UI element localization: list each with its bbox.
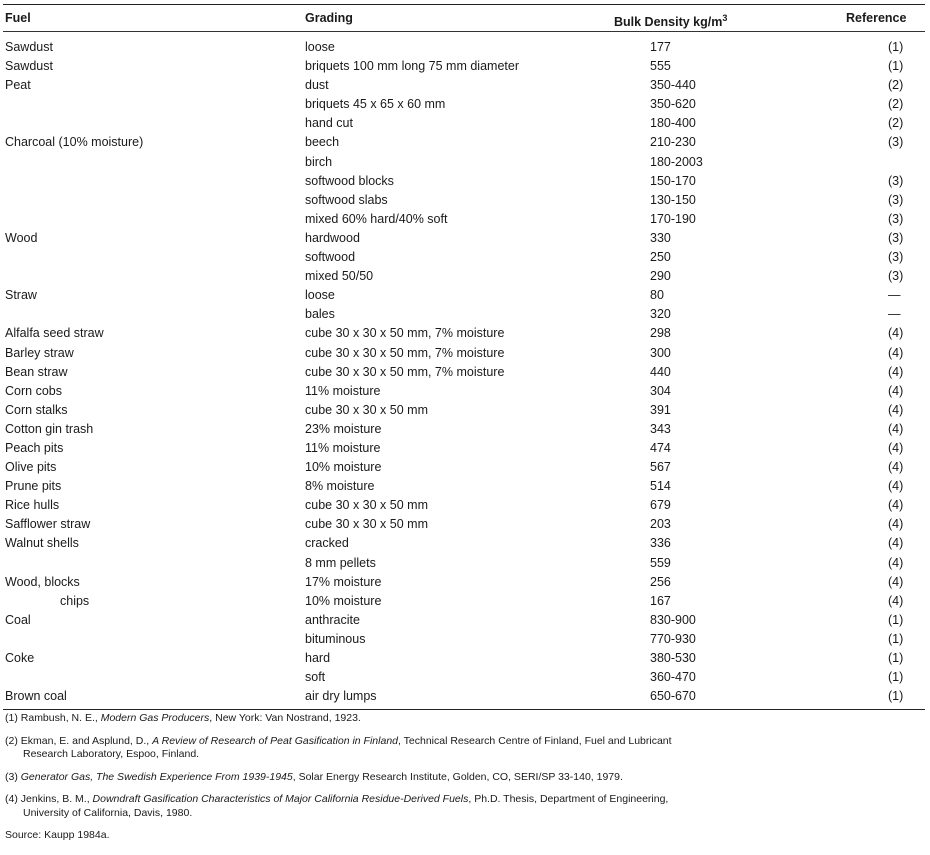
bulk-density-cell: 290 bbox=[650, 269, 671, 284]
grading-cell: 11% moisture bbox=[305, 383, 381, 398]
grading-cell: briquets 45 x 65 x 60 mm bbox=[305, 97, 446, 112]
fuel-cell: Coke bbox=[5, 651, 35, 665]
table-row bbox=[0, 57, 930, 76]
reference-cell: (3) bbox=[888, 230, 904, 245]
table-row bbox=[0, 382, 930, 401]
fuel-cell: Corn stalks bbox=[5, 402, 68, 417]
header-fuel: Fuel bbox=[5, 11, 31, 25]
bulk-density-cell: 474 bbox=[650, 440, 671, 455]
grading-cell: mixed 60% hard/40% soft bbox=[305, 211, 448, 226]
fuel-cell: Straw bbox=[5, 288, 37, 303]
bulk-density-cell: 440 bbox=[650, 364, 671, 379]
fuel-cell: Wood, blocks bbox=[5, 574, 80, 589]
bulk-density-cell: 300 bbox=[650, 345, 671, 360]
bulk-density-cell: 256 bbox=[650, 574, 671, 589]
fuel-cell: Peat bbox=[5, 78, 31, 93]
bulk-density-cell: 360-470 bbox=[650, 670, 696, 685]
fuel-cell: Peach pits bbox=[5, 440, 64, 455]
grading-cell: cube 30 x 30 x 50 mm bbox=[305, 402, 428, 417]
fuel-cell: Olive pits bbox=[5, 460, 57, 475]
reference-cell: (3) bbox=[888, 173, 904, 188]
bulk-density-cell: 350-440 bbox=[650, 78, 696, 93]
reference-cell: (1) bbox=[888, 59, 904, 74]
fuel-cell: Coal bbox=[5, 612, 31, 627]
bulk-density-cell: 350-620 bbox=[650, 97, 696, 112]
footnote-2 bbox=[5, 735, 923, 762]
fuel-cell: Barley straw bbox=[5, 345, 74, 360]
bulk-density-cell: 330 bbox=[650, 230, 671, 245]
reference-cell: (1) bbox=[888, 612, 904, 627]
grading-cell: anthracite bbox=[305, 612, 360, 627]
fuel-cell: Bean straw bbox=[5, 364, 68, 379]
bulk-density-cell: 555 bbox=[650, 59, 671, 74]
footnote-title: A Review of Research of Peat Gasification in Finland bbox=[152, 734, 398, 747]
grading-cell: cube 30 x 30 x 50 mm, 7% moisture bbox=[305, 364, 505, 379]
reference-cell: (1) bbox=[888, 631, 904, 646]
table-row bbox=[0, 515, 930, 534]
reference-cell: — bbox=[888, 288, 901, 303]
reference-cell: (2) bbox=[888, 78, 904, 93]
reference-cell: (4) bbox=[888, 536, 904, 551]
grading-cell: loose bbox=[305, 40, 335, 54]
grading-cell: soft bbox=[305, 670, 326, 685]
reference-cell: (4) bbox=[888, 517, 904, 532]
table-row bbox=[0, 267, 930, 286]
grading-cell: 10% moisture bbox=[305, 460, 382, 475]
reference-cell: (4) bbox=[888, 421, 904, 436]
table-row bbox=[0, 477, 930, 496]
header-bulk-density-label: Bulk Density kg/m bbox=[614, 15, 723, 30]
grading-cell: 10% moisture bbox=[305, 593, 382, 608]
reference-cell: (2) bbox=[888, 97, 904, 112]
table-row bbox=[0, 668, 930, 687]
footnote-1 bbox=[5, 712, 923, 726]
table-row bbox=[0, 172, 930, 191]
fuel-cell: Cotton gin trash bbox=[5, 421, 94, 436]
reference-cell: — bbox=[888, 307, 901, 322]
reference-cell: (4) bbox=[888, 383, 904, 398]
bulk-density-cell: 80 bbox=[650, 288, 664, 303]
table-row bbox=[0, 133, 930, 152]
fuel-cell: Brown coal bbox=[5, 689, 67, 704]
grading-cell: bales bbox=[305, 307, 335, 322]
reference-cell: (4) bbox=[888, 593, 904, 608]
fuel-cell: Prune pits bbox=[5, 479, 62, 494]
table-row bbox=[0, 439, 930, 458]
fuel-cell: chips bbox=[60, 593, 90, 608]
table-top-rule bbox=[3, 4, 925, 5]
fuel-cell: Walnut shells bbox=[5, 536, 79, 551]
table-row bbox=[0, 458, 930, 477]
grading-cell: briquets 100 mm long 75 mm diameter bbox=[305, 59, 519, 74]
bulk-density-cell: 514 bbox=[650, 479, 671, 494]
reference-cell: (4) bbox=[888, 498, 904, 513]
bulk-density-cell: 170-190 bbox=[650, 211, 696, 226]
table-row bbox=[0, 248, 930, 267]
grading-cell: air dry lumps bbox=[305, 689, 377, 704]
grading-cell: dust bbox=[305, 78, 329, 93]
bulk-density-cell: 130-150 bbox=[650, 192, 696, 207]
fuel-cell: Rice hulls bbox=[5, 498, 60, 513]
grading-cell: cracked bbox=[305, 536, 349, 551]
bulk-density-cell: 298 bbox=[650, 326, 671, 341]
table-row bbox=[0, 153, 930, 172]
table-row bbox=[0, 687, 930, 706]
footnote-number: (3) bbox=[5, 770, 18, 783]
fuel-cell: Safflower straw bbox=[5, 517, 91, 532]
table-row bbox=[0, 324, 930, 343]
bulk-density-cell: 559 bbox=[650, 555, 671, 570]
reference-cell: (4) bbox=[888, 460, 904, 475]
footnote-number: (1) bbox=[5, 712, 18, 724]
table-row bbox=[0, 38, 930, 57]
grading-cell: hand cut bbox=[305, 116, 353, 131]
fuel-cell: Wood bbox=[5, 230, 38, 245]
grading-cell: beech bbox=[305, 135, 340, 150]
footnote-author: Rambush, N. E., bbox=[20, 712, 101, 724]
grading-cell: hard bbox=[305, 651, 331, 665]
fuel-cell: Sawdust bbox=[5, 40, 53, 54]
footnote-continuation: University of California, Davis, 1980. bbox=[23, 806, 193, 819]
grading-cell: softwood blocks bbox=[305, 173, 394, 188]
table-row bbox=[0, 611, 930, 630]
table-row bbox=[0, 496, 930, 515]
bulk-density-cell: 567 bbox=[650, 460, 671, 475]
grading-cell: birch bbox=[305, 154, 333, 169]
footnote-details: , Ph.D. Thesis, Department of Engineering, bbox=[468, 793, 669, 805]
table-row bbox=[0, 210, 930, 229]
source-line: Source: Kaupp 1984a. bbox=[5, 829, 110, 841]
bulk-density-cell: 336 bbox=[650, 536, 671, 551]
footnote-title: Modern Gas Producers bbox=[100, 712, 210, 724]
reference-cell: (1) bbox=[888, 689, 904, 704]
bulk-density-cell: 210-230 bbox=[650, 135, 696, 150]
reference-cell: (1) bbox=[888, 670, 904, 685]
table-row bbox=[0, 229, 930, 248]
grading-cell: 23% moisture bbox=[305, 421, 382, 436]
table-row bbox=[0, 344, 930, 363]
table-row bbox=[0, 95, 930, 114]
table-body bbox=[0, 38, 930, 706]
footnote-number: (2) bbox=[5, 734, 18, 747]
bulk-density-cell: 250 bbox=[650, 250, 671, 265]
bulk-density-cell: 177 bbox=[650, 40, 671, 54]
header-bulk-density bbox=[614, 10, 727, 30]
grading-cell: cube 30 x 30 x 50 mm bbox=[305, 517, 428, 532]
grading-cell: 8% moisture bbox=[305, 479, 375, 494]
grading-cell: cube 30 x 30 x 50 mm, 7% moisture bbox=[305, 345, 505, 360]
reference-cell: (4) bbox=[888, 574, 904, 589]
grading-cell: cube 30 x 30 x 50 mm, 7% moisture bbox=[305, 326, 505, 341]
reference-cell: (3) bbox=[888, 211, 904, 226]
reference-cell: (3) bbox=[888, 192, 904, 207]
header-grading: Grading bbox=[305, 11, 353, 25]
reference-cell: (4) bbox=[888, 440, 904, 455]
table-row bbox=[0, 573, 930, 592]
footnote-details: , Solar Energy Research Institute, Golden, CO, SERI/SP 33-140, 1979. bbox=[292, 770, 623, 783]
grading-cell: softwood bbox=[305, 250, 356, 265]
bulk-density-cell: 180-2003 bbox=[650, 154, 703, 169]
table-row bbox=[0, 420, 930, 439]
reference-cell: (4) bbox=[888, 326, 904, 341]
bulk-density-cell: 830-900 bbox=[650, 612, 696, 627]
table-row bbox=[0, 363, 930, 382]
fuel-cell: Charcoal (10% moisture) bbox=[5, 135, 144, 150]
reference-cell: (3) bbox=[888, 269, 904, 284]
table-row bbox=[0, 191, 930, 210]
reference-cell: (2) bbox=[888, 116, 904, 131]
bulk-density-cell: 203 bbox=[650, 517, 671, 532]
grading-cell: mixed 50/50 bbox=[305, 269, 374, 284]
reference-cell: (4) bbox=[888, 364, 904, 379]
bulk-density-cell: 150-170 bbox=[650, 173, 696, 188]
fuel-cell: Alfalfa seed straw bbox=[5, 326, 104, 341]
table-row bbox=[0, 630, 930, 649]
table-row bbox=[0, 592, 930, 611]
reference-cell: (1) bbox=[888, 651, 904, 665]
footnote-4 bbox=[5, 793, 923, 820]
table-row bbox=[0, 286, 930, 305]
footnote-number: (4) bbox=[5, 793, 18, 805]
footnotes bbox=[5, 712, 923, 852]
footnote-continuation: Research Laboratory, Espoo, Finland. bbox=[23, 748, 200, 760]
footnote-details: , Technical Research Centre of Finland, Fuel and Lubricant bbox=[398, 734, 672, 747]
footnote-title: Generator Gas, The Swedish Experience From 1939-1945 bbox=[20, 770, 293, 783]
bulk-density-cell: 380-530 bbox=[650, 651, 696, 665]
grading-cell: 11% moisture bbox=[305, 440, 381, 455]
fuel-cell: Corn cobs bbox=[5, 383, 62, 398]
grading-cell: 17% moisture bbox=[305, 574, 382, 589]
reference-cell: (3) bbox=[888, 135, 904, 150]
reference-cell: (4) bbox=[888, 402, 904, 417]
footnote-details: , New York: Van Nostrand, 1923. bbox=[209, 712, 361, 724]
bulk-density-cell: 770-930 bbox=[650, 631, 696, 646]
bulk-density-cell: 304 bbox=[650, 383, 671, 398]
reference-cell: (4) bbox=[888, 345, 904, 360]
table-row bbox=[0, 554, 930, 573]
footnote-author: Jenkins, B. M., bbox=[20, 793, 93, 805]
grading-cell: 8 mm pellets bbox=[305, 555, 376, 570]
footnote-3 bbox=[5, 771, 923, 785]
header-rule bbox=[3, 31, 925, 32]
grading-cell: loose bbox=[305, 288, 335, 303]
reference-cell: (3) bbox=[888, 250, 904, 265]
table-bottom-rule bbox=[3, 709, 925, 710]
reference-cell: (4) bbox=[888, 479, 904, 494]
reference-cell: (4) bbox=[888, 555, 904, 570]
bulk-density-cell: 391 bbox=[650, 402, 671, 417]
bulk-density-cell: 320 bbox=[650, 307, 671, 322]
footnote-author: Ekman, E. and Asplund, D., bbox=[20, 734, 153, 747]
bulk-density-cell: 180-400 bbox=[650, 116, 696, 131]
header-reference: Reference bbox=[846, 11, 907, 25]
table-row bbox=[0, 305, 930, 324]
footnote-title: Downdraft Gasification Characteristics of Major California Residue-Derived Fuels bbox=[92, 793, 469, 805]
grading-cell: softwood slabs bbox=[305, 192, 388, 207]
bulk-density-cell: 343 bbox=[650, 421, 671, 436]
grading-cell: cube 30 x 30 x 50 mm bbox=[305, 498, 428, 513]
fuel-cell: Sawdust bbox=[5, 59, 53, 74]
reference-cell: (1) bbox=[888, 40, 904, 54]
table-row bbox=[0, 114, 930, 133]
header-bulk-density-superscript: 3 bbox=[722, 13, 728, 23]
table-row bbox=[0, 649, 930, 668]
bulk-density-cell: 679 bbox=[650, 498, 671, 513]
grading-cell: hardwood bbox=[305, 230, 360, 245]
table-row bbox=[0, 76, 930, 95]
table-row bbox=[0, 534, 930, 553]
table-row bbox=[0, 401, 930, 420]
bulk-density-cell: 167 bbox=[650, 593, 671, 608]
grading-cell: bituminous bbox=[305, 631, 366, 646]
bulk-density-cell: 650-670 bbox=[650, 689, 696, 704]
